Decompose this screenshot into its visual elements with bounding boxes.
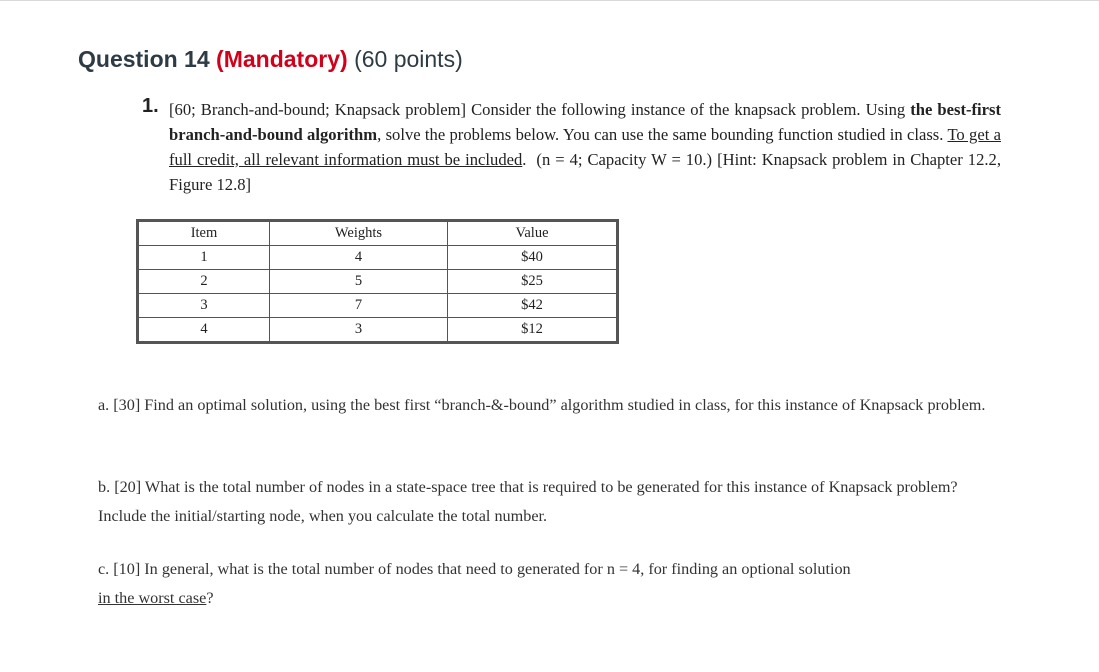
problem-params: (n = 4; Capacity W = 10.) (536, 150, 713, 169)
cell-item: 1 (138, 246, 270, 270)
problem-number: 1. (142, 95, 159, 117)
problem-text-3: . (522, 150, 527, 169)
problem-bold-text: the best-first branch-and-bound algorithm (169, 100, 1001, 144)
mandatory-label: (Mandatory) (216, 46, 348, 72)
cell-item: 2 (138, 270, 270, 294)
question-c-end: ? (206, 589, 214, 607)
cell-value: $25 (448, 270, 618, 294)
top-divider (0, 0, 1099, 1)
question-b: b. [20] What is the total number of nodes in a state-space tree that is required to be generated for this instance of Knapsack problem? Include the initial/starting node, when you calculate the total number. (98, 478, 958, 525)
header-weights: Weights (270, 221, 448, 246)
table-row (138, 246, 618, 270)
question-c-underlined: in the worst case (98, 589, 207, 607)
table-row (138, 270, 618, 294)
knapsack-table (136, 219, 619, 344)
cell-value: $12 (448, 318, 618, 343)
cell-weight: 4 (270, 246, 448, 270)
cell-item: 3 (138, 294, 270, 318)
cell-value: $40 (448, 246, 618, 270)
cell-weight: 5 (270, 270, 448, 294)
table-row (138, 318, 618, 343)
question-a: a. [30] Find an optimal solution, using the best first “branch-&-bound” algorithm studied in class, for this instance of Knapsack problem. (98, 396, 986, 414)
cell-item: 4 (138, 318, 270, 343)
problem-underlined-text: To get a full credit, all relevant information must be included (169, 125, 1001, 169)
problem-text-1: [60; Branch-and-bound; Knapsack problem] Consider the following instance of the knapsack problem. Using (169, 100, 906, 119)
problem-text-2: , solve the problems below. You can use the same bounding function studied in class. (377, 125, 944, 144)
problem-statement (169, 97, 1001, 197)
cell-value: $42 (448, 294, 618, 318)
header-item: Item (138, 221, 270, 246)
question-c-text: c. [10] In general, what is the total number of nodes that need to generated for n = 4, for finding an optional solution (98, 560, 851, 578)
points-label: (60 points) (354, 46, 463, 72)
cell-weight: 7 (270, 294, 448, 318)
question-number: Question 14 (78, 46, 210, 72)
table-row (138, 294, 618, 318)
table-header-row (138, 221, 618, 246)
cell-weight: 3 (270, 318, 448, 343)
problem-hint: [Hint: Knapsack problem in Chapter 12.2, Figure 12.8] (169, 150, 1001, 194)
header-value: Value (448, 221, 618, 246)
question-header (78, 46, 463, 73)
question-c (98, 555, 998, 613)
